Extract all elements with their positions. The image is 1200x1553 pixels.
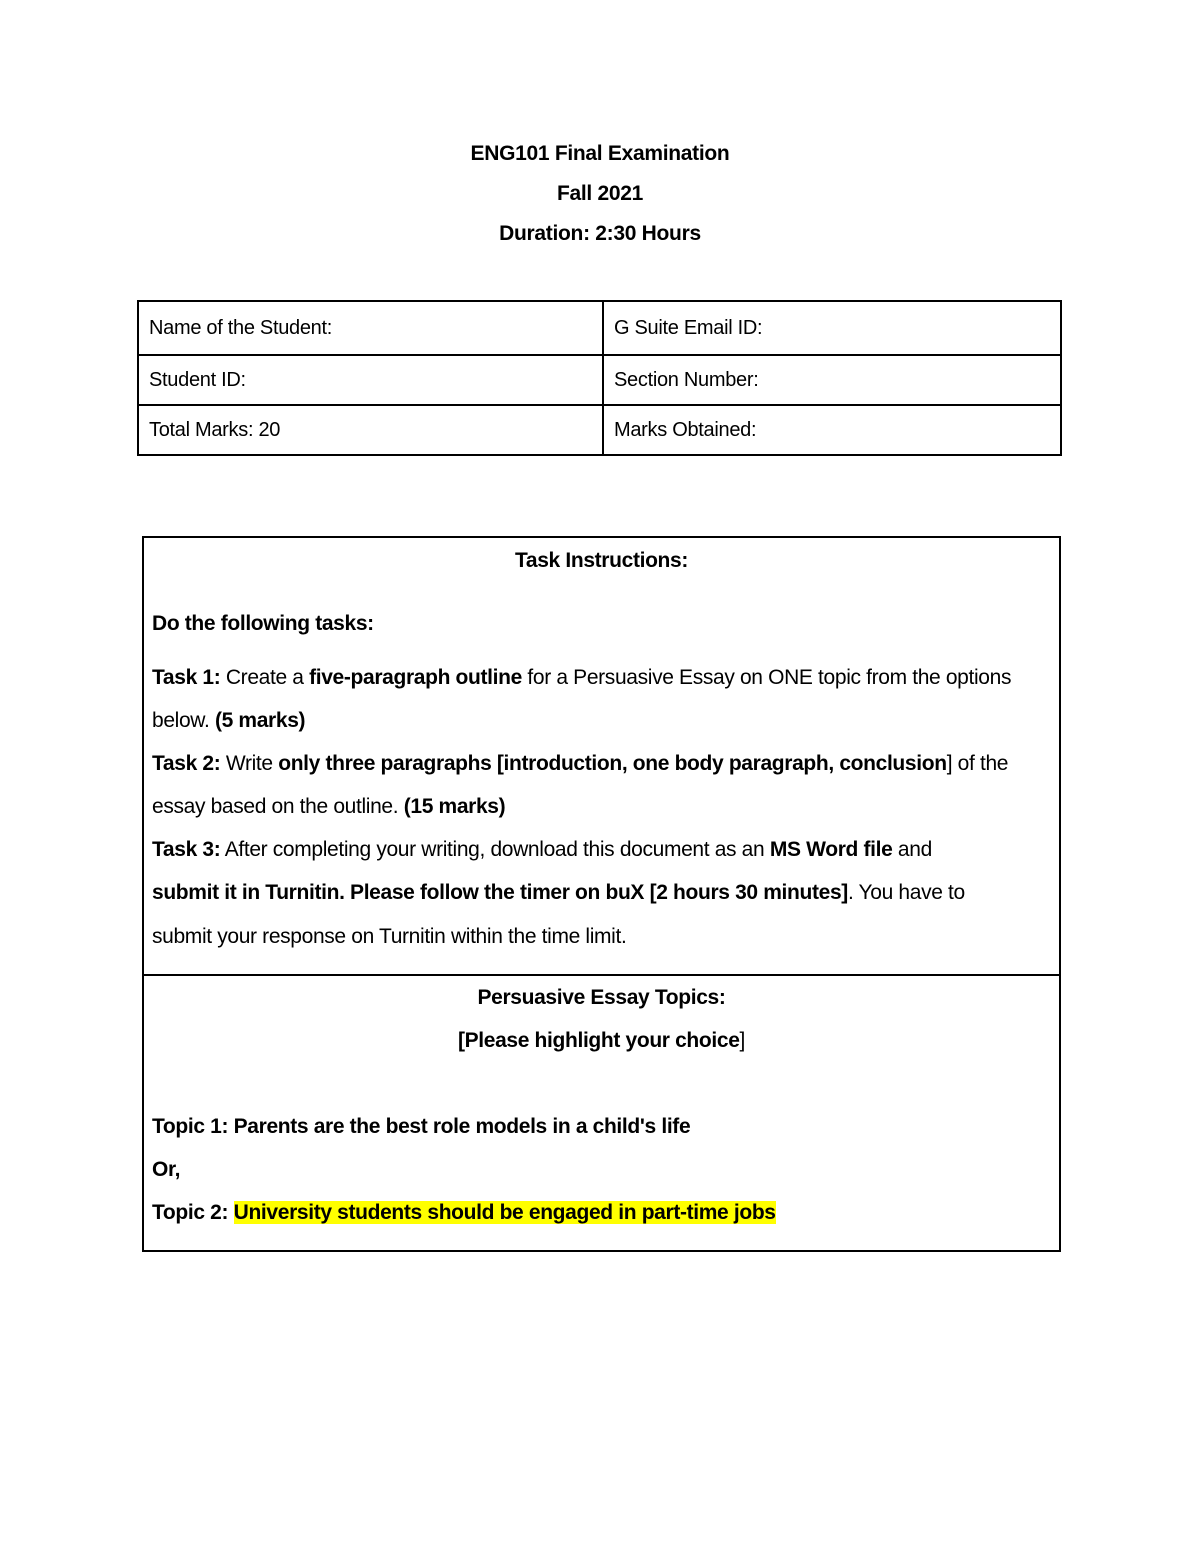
task3-text2: and <box>892 838 932 861</box>
task2-line1 <box>152 752 1008 776</box>
task3-line2 <box>152 881 965 905</box>
task2-text1: Write <box>220 752 279 775</box>
total-marks-cell: Total Marks: 20 <box>138 405 603 455</box>
topic-or: Or, <box>152 1158 181 1181</box>
topics-heading: Persuasive Essay Topics: <box>477 986 726 1009</box>
topic2-label: Topic 2: <box>152 1201 234 1224</box>
task1-line1 <box>152 666 1011 690</box>
task2-text3: essay based on the outline. <box>152 795 404 818</box>
task2-label: Task 2: <box>152 752 221 775</box>
exam-duration: Duration: 2:30 Hours <box>499 222 701 245</box>
table-row <box>138 355 1061 405</box>
topic2-highlighted-text: University students should be engaged in part-time jobs <box>233 1201 776 1224</box>
marks-obtained-field[interactable]: Marks Obtained: <box>603 405 1061 455</box>
task2-marks: (15 marks) <box>403 795 506 818</box>
topic2[interactable] <box>152 1201 776 1225</box>
topics-note-end: ] <box>739 1029 746 1052</box>
task1-text3: below. <box>152 709 215 732</box>
task2-bold1: only three paragraphs [introduction, one body paragraph, conclusion <box>278 752 947 775</box>
instructions-heading: Task Instructions: <box>514 549 688 572</box>
task1-label: Task 1: <box>152 666 221 689</box>
task1-text1: Create a <box>220 666 310 689</box>
task1-bold1: five-paragraph outline <box>309 666 522 689</box>
topics-note-bold: [Please highlight your choice <box>457 1029 740 1052</box>
task3-bold2: submit it in Turnitin. Please follow the timer on buX [2 hours 30 minutes] <box>152 881 848 904</box>
table-row <box>138 301 1061 355</box>
topic1[interactable]: Topic 1: Parents are the best role models in a child's life <box>152 1115 691 1138</box>
section-number-field[interactable]: Section Number: <box>603 355 1061 405</box>
task1-marks: (5 marks) <box>214 709 306 732</box>
exam-term: Fall 2021 <box>556 182 644 205</box>
task2-line2 <box>152 795 505 819</box>
topics-note <box>142 1029 1061 1053</box>
task1-text2: for a Persuasive Essay on ONE topic from the options <box>521 666 1012 689</box>
student-id-field[interactable]: Student ID: <box>138 355 603 405</box>
exam-title: ENG101 Final Examination <box>470 142 730 165</box>
task3-line1 <box>152 838 932 862</box>
instructions-intro: Do the following tasks: <box>152 612 374 635</box>
student-info-table <box>137 300 1062 456</box>
task2-text2: ] of the <box>946 752 1009 775</box>
task3-line3 <box>152 925 626 949</box>
table-row <box>138 405 1061 455</box>
email-field[interactable]: G Suite Email ID: <box>603 301 1061 355</box>
task3-text4: submit your response on Turnitin within the time limit. <box>152 925 627 948</box>
student-name-field[interactable]: Name of the Student: <box>138 301 603 355</box>
task1-line2 <box>152 709 305 733</box>
task3-text3: . You have to <box>847 881 965 904</box>
task3-bold1: MS Word file <box>769 838 893 861</box>
task3-label: Task 3: <box>152 838 221 861</box>
task3-text1: After completing your writing, download this document as an <box>220 838 770 861</box>
